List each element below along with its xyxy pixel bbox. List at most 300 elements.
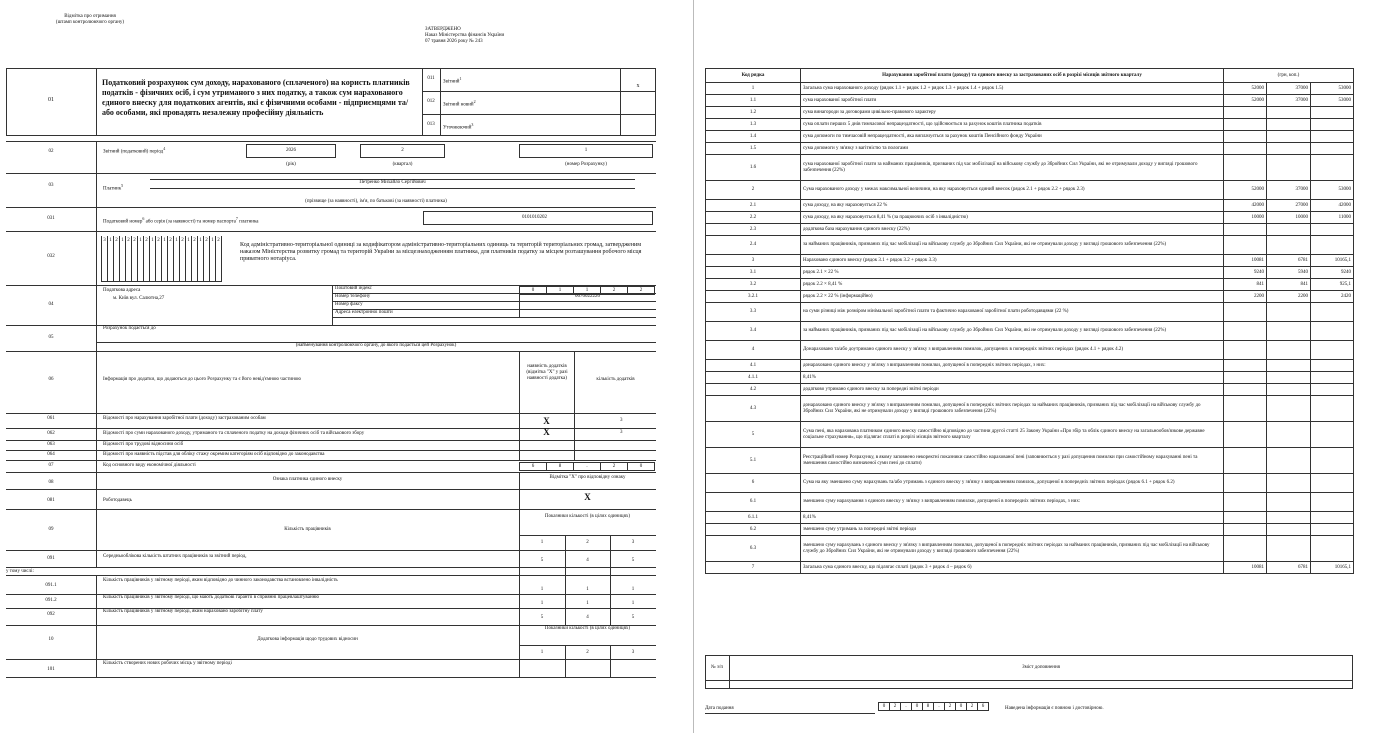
annex-062-mark[interactable]: X xyxy=(543,427,550,437)
page-divider xyxy=(693,0,694,733)
row-label: зменшено суму утримань за попередні звітні періоди xyxy=(801,524,1224,536)
row-value-month-1[interactable]: 841 xyxy=(1224,279,1267,291)
table-row xyxy=(706,384,1354,396)
row-code: 5.1 xyxy=(706,448,801,474)
row-label: Реєстраційний номер Розрахунку, в якому заповнено некоректні показники самостійно нарахованої пені (заповнюється у разі допущення помилки при самостійному нарахуванні пені та зменшення самостійно визначеної суми пені до сплати) xyxy=(801,448,1224,474)
extra-label: Додаткова інформація щодо трудових відносин xyxy=(257,637,358,642)
katottg-code: 032 xyxy=(47,254,55,259)
row-value-month-2[interactable] xyxy=(1267,224,1311,236)
date-digit[interactable]: 0 xyxy=(911,702,923,711)
workers-col: Показники кількості (в цілих одиницях) xyxy=(544,514,631,519)
submitted-label: Розрахунок подається до xyxy=(103,326,156,331)
table-row xyxy=(706,341,1354,360)
table-row xyxy=(706,83,1354,95)
row-value-month-2[interactable] xyxy=(1267,143,1311,155)
row-value-month-2[interactable] xyxy=(1267,322,1311,341)
workers-month-2: 2 xyxy=(586,540,589,545)
postal-digit[interactable]: 1 xyxy=(546,286,574,295)
stamp-line1: Відмітка про отримання xyxy=(64,14,116,19)
row-value-month-1[interactable]: 52000 xyxy=(1224,95,1267,107)
email-label: Адреса електронної пошти xyxy=(335,310,393,315)
period-number[interactable]: 1 xyxy=(519,144,653,158)
row-label: сума оплати перших 5 днів тимчасової непрацездатності, що здійснюється за рахунок коштів платника податків xyxy=(801,119,1224,131)
row-value-month-3[interactable]: 2420 xyxy=(1311,291,1354,303)
workers-of-which: у тому числі: xyxy=(6,569,34,574)
row-value-month-3[interactable] xyxy=(1311,524,1354,536)
annex-062-label: Відомості про суми нарахованого доходу, утриманого та сплаченого податку на доходи фізичних осіб та військового збору xyxy=(103,431,365,436)
workers-0911-v2[interactable]: 1 xyxy=(586,587,589,592)
postal-digit[interactable]: 2 xyxy=(627,286,655,295)
row-value-month-2[interactable] xyxy=(1267,396,1311,422)
kved-label: Код основного виду економічної діяльності xyxy=(103,463,196,468)
period-code: 02 xyxy=(48,149,54,154)
postal-digit[interactable]: 0 xyxy=(519,286,547,295)
row-value-month-2[interactable] xyxy=(1267,422,1311,448)
workers-0911-v1[interactable]: 1 xyxy=(540,587,544,592)
katottg-digit[interactable]: 2 xyxy=(125,236,132,282)
row-value-month-1[interactable]: 52000 xyxy=(1224,181,1267,200)
row-value-month-1[interactable]: 10000 xyxy=(1224,212,1267,224)
row-value-month-3[interactable] xyxy=(1311,422,1354,448)
table-row xyxy=(706,474,1354,493)
row-label: сума допомоги у зв'язку з вагітністю та пологами xyxy=(801,143,1224,155)
submitted-code: 05 xyxy=(48,335,54,340)
table-row xyxy=(706,107,1354,119)
annex-062-count[interactable]: 3 xyxy=(620,430,623,435)
workers-code: 09 xyxy=(48,527,54,532)
table-row xyxy=(706,200,1354,212)
row-value-month-3[interactable] xyxy=(1311,396,1354,422)
row-value-month-3[interactable]: 10165,1 xyxy=(1311,255,1354,267)
row-code: 1.4 xyxy=(706,131,801,143)
table-row xyxy=(706,372,1354,384)
row-value-month-2[interactable] xyxy=(1267,236,1311,255)
table-row xyxy=(706,360,1354,372)
fax-label: Номер факсу xyxy=(335,302,363,307)
annex-063-code: 063 xyxy=(47,442,55,447)
row-label: рядок 2.2 × 22 % (інформаційно) xyxy=(801,291,1224,303)
row-value-month-3[interactable] xyxy=(1311,474,1354,493)
workers-092-v2[interactable]: 4 xyxy=(586,615,589,620)
row-value-month-2[interactable] xyxy=(1267,536,1311,562)
table-row xyxy=(706,143,1354,155)
type-code-012: 012 xyxy=(427,99,435,104)
kved-digit[interactable]: 0 xyxy=(627,462,655,471)
row-code: 1 xyxy=(706,83,801,95)
row-value-month-2[interactable] xyxy=(1267,372,1311,384)
date-digit[interactable]: 6 xyxy=(977,702,989,711)
workers-0911-v3[interactable]: 1 xyxy=(631,587,635,592)
table-row xyxy=(706,119,1354,131)
katottg-digit[interactable]: 1 xyxy=(119,236,126,282)
katottg-digit[interactable]: 2 xyxy=(143,236,150,282)
row-code: 5 xyxy=(706,422,801,448)
row-value-month-2[interactable]: 6781 xyxy=(1267,562,1311,574)
annex-061-code: 061 xyxy=(47,416,55,421)
row-value-month-1[interactable] xyxy=(1224,493,1267,512)
row-value-month-1[interactable] xyxy=(1224,107,1267,119)
row-label: Донараховано та/або доутримано єдиного внеску у зв'язку з виправленням помилок, допущених в попередніх звітних періодах (рядок 4.1 + рядок 4.2) xyxy=(801,341,1224,360)
row-label: додатково утримано єдиного внеску за попередні звітні періоди xyxy=(801,384,1224,396)
table-row xyxy=(706,448,1354,474)
row-value-month-2[interactable] xyxy=(1267,155,1311,181)
table-row xyxy=(706,562,1354,574)
row-code: 3.2 xyxy=(706,279,801,291)
date-digit[interactable]: 0 xyxy=(878,702,890,711)
row-value-month-3[interactable] xyxy=(1311,224,1354,236)
type-label-011: Звітний$^1$ xyxy=(443,76,462,85)
row-code: 1.1 xyxy=(706,95,801,107)
workers-092-v3[interactable]: 5 xyxy=(631,615,635,620)
type-code-013: 013 xyxy=(427,122,435,127)
number-caption: (номер Розрахунку) xyxy=(565,162,607,167)
row-value-month-2[interactable]: 6781 xyxy=(1267,255,1311,267)
katottg-digit[interactable]: 1 xyxy=(185,236,192,282)
row-value-month-1[interactable]: 10081 xyxy=(1224,255,1267,267)
date-digit[interactable]: 0 xyxy=(955,702,967,711)
row-value-month-2[interactable] xyxy=(1267,131,1311,143)
row-code: 4.2 xyxy=(706,384,801,396)
row-value-month-2[interactable]: 10000 xyxy=(1267,212,1311,224)
phone-value[interactable]: 0670022220 xyxy=(575,294,600,299)
row-value-month-1[interactable] xyxy=(1224,384,1267,396)
row-value-month-3[interactable] xyxy=(1311,131,1354,143)
row-label: донараховано єдиного внеску у зв'язку з виправленням помилки, допущеної в попередніх звітних періодах за найманих працівників, призваних під час мобілізації на військову службу до Збройних Сил України, які не отримували доходу у вигляді грошового забезпечення (22%) xyxy=(801,396,1224,422)
table-row xyxy=(706,255,1354,267)
tax-number-code: 031 xyxy=(47,216,55,221)
workers-0911-label: Кількість працівників у звітному періоді, яким відповідно до чинного законодавства встановлено інвалідність xyxy=(103,578,338,583)
row-value-month-2[interactable]: 37000 xyxy=(1267,181,1311,200)
row-code: 1.6 xyxy=(706,155,801,181)
row-value-month-1[interactable] xyxy=(1224,360,1267,372)
kved-digits[interactable] xyxy=(519,462,656,471)
row-value-month-3[interactable] xyxy=(1311,360,1354,372)
annex-061-count[interactable]: 3 xyxy=(620,418,623,423)
date-digit[interactable]: 2 xyxy=(944,702,956,711)
row-value-month-2[interactable] xyxy=(1267,448,1311,474)
row-value-month-1[interactable] xyxy=(1224,372,1267,384)
row-code: 2.1 xyxy=(706,200,801,212)
row-value-month-2[interactable]: 5940 xyxy=(1267,267,1311,279)
esv-label: Ознака платника єдиного внеску xyxy=(272,477,343,482)
katottg-digit[interactable]: 2 xyxy=(131,236,138,282)
workers-0912-code: 091.2 xyxy=(45,598,57,603)
row-label: сума нарахованої заробітної плати за найманих працівників, призваних під час мобілізації на військову службу до Збройних Сил України, які не отримували доходу у вигляді грошового забезпечення (22%) xyxy=(801,155,1224,181)
row-code: 6.1.1 xyxy=(706,512,801,524)
row-value-month-3[interactable]: 53000 xyxy=(1311,83,1354,95)
row-code: 6.3 xyxy=(706,536,801,562)
amendments-table xyxy=(705,655,1353,689)
date-label: Дата подання xyxy=(705,706,734,711)
row-code: 4.1 xyxy=(706,360,801,372)
submitted-caption: (найменування контролюючого органу, до якого подається цей Розрахунок) xyxy=(295,343,457,348)
date-digit[interactable]: . xyxy=(900,702,912,711)
row-value-month-1[interactable]: 52000 xyxy=(1224,83,1267,95)
row-value-month-2[interactable] xyxy=(1267,512,1311,524)
row-value-month-2[interactable]: 841 xyxy=(1267,279,1311,291)
row-code: 2.4 xyxy=(706,236,801,255)
row-code: 2.3 xyxy=(706,224,801,236)
annex-063-label: Відомості про трудові відносини осіб xyxy=(103,442,184,447)
katottg-digit[interactable]: 2 xyxy=(191,236,198,282)
row-code: 1.3 xyxy=(706,119,801,131)
address-code: 04 xyxy=(48,302,54,307)
row-value-month-2[interactable] xyxy=(1267,474,1311,493)
row-label: донараховано єдиного внеску у зв'язку з виправленням помилки, допущеної в попередніх звітних періодах, з них: xyxy=(801,360,1224,372)
row-value-month-3[interactable]: 42000 xyxy=(1311,200,1354,212)
row-value-month-3[interactable] xyxy=(1311,448,1354,474)
workers-091-v3[interactable]: 5 xyxy=(631,558,635,563)
annex-061-label: Відомості про нарахування заробітної плати (доходу) застрахованим особам xyxy=(103,416,266,421)
year-caption: (рік) xyxy=(286,162,296,167)
row-value-month-3[interactable] xyxy=(1311,119,1354,131)
postal-label: Поштовий індекс xyxy=(335,286,372,291)
row-label: сума доходу, на яку нараховується 8,41 % (за працюючих осіб з інвалідністю) xyxy=(801,212,1224,224)
katottg-digit[interactable]: 1 xyxy=(161,236,168,282)
table-row xyxy=(706,536,1354,562)
row-value-month-1[interactable] xyxy=(1224,224,1267,236)
employer-label: Роботодавець xyxy=(103,498,132,503)
row-value-month-2[interactable]: 2200 xyxy=(1267,291,1311,303)
row-value-month-3[interactable] xyxy=(1311,107,1354,119)
row-value-month-3[interactable] xyxy=(1311,236,1354,255)
postal-digits[interactable] xyxy=(519,286,656,295)
postal-digit[interactable]: 1 xyxy=(573,286,601,295)
row-value-month-1[interactable] xyxy=(1224,236,1267,255)
katottg-digit[interactable]: 1 xyxy=(137,236,144,282)
row-value-month-1[interactable] xyxy=(1224,524,1267,536)
table-row xyxy=(706,155,1354,181)
workers-0912-v2[interactable]: 1 xyxy=(586,601,589,606)
stamp-line2: (штамп контролюючого органу) xyxy=(55,20,125,25)
form-title: Податковий розрахунок сум доходу, нарахованого (сплаченого) на користь платників податків - фізичних осіб, і сум утриманого з них податку, а також сум нарахованого єдиного внеску для податкових агентів, які є фізичними особами - підприємцями та/або особами, які провадять незалежну професійну діяльність xyxy=(102,78,410,117)
row-code: 6.1 xyxy=(706,493,801,512)
katottg-digit[interactable]: 1 xyxy=(209,236,216,282)
katottg-digit[interactable]: 2 xyxy=(179,236,186,282)
row-label: за найманих працівників, призваних під час мобілізації на військову службу до Збройних Сил України, які не отримували доходу у вигляді грошового забезпечення (22%) xyxy=(801,236,1224,255)
row-code: 4.1.1 xyxy=(706,372,801,384)
katottg-digit[interactable]: 1 xyxy=(107,236,114,282)
row-value-month-1[interactable] xyxy=(1224,474,1267,493)
workers-label: Кількість працівників xyxy=(284,527,331,532)
workers-092-label: Кількість працівників у звітному періоді, яким нараховано заробітну плату xyxy=(103,609,263,614)
row-value-month-3[interactable] xyxy=(1311,322,1354,341)
workers-091-v2[interactable]: 4 xyxy=(586,558,589,563)
annexes-label: Інформація про додатки, що додаються до цього Розрахунку та є його невід'ємною частиною xyxy=(103,377,302,382)
row-value-month-3[interactable] xyxy=(1311,155,1354,181)
type-code-011: 011 xyxy=(427,76,435,81)
row-label: додаткова база нарахування єдиного внеску (22%) xyxy=(801,224,1224,236)
date-digit[interactable]: 2 xyxy=(966,702,978,711)
table-row xyxy=(706,322,1354,341)
row-value-month-1[interactable] xyxy=(1224,422,1267,448)
row-value-month-1[interactable]: 10081 xyxy=(1224,562,1267,574)
address-value[interactable]: м. Київ вул. Салютна,27 xyxy=(113,296,165,301)
type-mark-011[interactable]: x xyxy=(636,83,640,89)
row-label: Загальна сума єдиного внеску, що підлягає сплаті (рядок 3 + рядок 4 – рядок 6) xyxy=(801,562,1224,574)
address-label: Податкова адреса xyxy=(103,288,141,293)
row-value-month-2[interactable] xyxy=(1267,384,1311,396)
row-code: 1.5 xyxy=(706,143,801,155)
table-row xyxy=(706,181,1354,200)
row-value-month-1[interactable] xyxy=(1224,119,1267,131)
katottg-digit[interactable]: 3 xyxy=(101,236,108,282)
row-code: 2 xyxy=(706,181,801,200)
payer-caption: (прізвище (за наявності), ім'я, по батькові (за наявності) платника) xyxy=(305,199,447,204)
row-value-month-2[interactable] xyxy=(1267,524,1311,536)
row-value-month-2[interactable]: 27000 xyxy=(1267,200,1311,212)
row-label: сума нарахованої заробітної плати xyxy=(801,95,1224,107)
row-value-month-1[interactable] xyxy=(1224,322,1267,341)
row-value-month-1[interactable] xyxy=(1224,155,1267,181)
date-digit[interactable]: 8 xyxy=(922,702,934,711)
extra-code: 10 xyxy=(48,637,54,642)
row-value-month-1[interactable] xyxy=(1224,131,1267,143)
statement: Наведена інформація є повною і достовірною. xyxy=(1005,706,1104,711)
workers-0912-v1[interactable]: 1 xyxy=(540,601,544,606)
payer-label: Платник$^5$ xyxy=(103,183,124,192)
row-value-month-2[interactable] xyxy=(1267,119,1311,131)
approved-by: Наказ Міністерства фінансів України xyxy=(425,33,505,38)
date-digit[interactable]: 2 xyxy=(889,702,901,711)
row-code: 3.2.1 xyxy=(706,291,801,303)
table-row xyxy=(706,212,1354,224)
esv-col: Відмітка "Х" про відповідну ознаку xyxy=(549,475,626,480)
workers-0912-label: Кількість працівників у звітному періоді, що мають додаткові гарантії в сприянні працевлаштуванню xyxy=(103,595,320,600)
row-label: зменшено суму нарахувань з єдиного внеску у зв'язку з виправленням помилки, допущеної в попередніх звітних періодах за найманих працівників, призваних під час мобілізації на військову службу до Збройних Сил України, які не отримували доходу у вигляді грошового забезпечення (22%) xyxy=(801,536,1224,562)
row-value-month-3[interactable]: 53000 xyxy=(1311,95,1354,107)
amendments-col-content: Зміст доповнення xyxy=(1022,665,1060,670)
workers-091-label: Середньооблікова кількість штатних працівників за звітний період, xyxy=(103,554,247,559)
row-value-month-2[interactable] xyxy=(1267,341,1311,360)
date-digits[interactable] xyxy=(878,702,988,711)
row-value-month-3[interactable] xyxy=(1311,536,1354,562)
row-label: Сума пені, яка нарахована платником єдиного внеску самостійно відповідно до частини другої статті 25 Закону України «Про збір та облік єдиного внеску на загальнообов'язкове державне соціальне страхування», що підлягає сплаті в розрізі місяців звітного кварталу xyxy=(801,422,1224,448)
workers-0911-code: 091.1 xyxy=(45,583,57,588)
row-label: рядок 2.1 × 22 % xyxy=(801,267,1224,279)
annex-064-label: Відомості про наявність підстав для обліку стажу окремим категоріям осіб відповідно до законодавства xyxy=(103,452,325,457)
row-value-month-2[interactable] xyxy=(1267,360,1311,372)
row-value-month-3[interactable]: 53000 xyxy=(1311,181,1354,200)
row-value-month-1[interactable] xyxy=(1224,143,1267,155)
date-digit[interactable]: . xyxy=(933,702,945,711)
katottg-digit[interactable]: 2 xyxy=(215,236,222,282)
period-year[interactable]: 2026 xyxy=(246,144,336,158)
annex-064-code: 064 xyxy=(47,452,55,457)
row-label: зменшено суму нарахування з єдиного внеску у зв'язку з виправленням помилки, допущеної в попередніх звітних періодах, з них: xyxy=(801,493,1224,512)
row-value-month-2[interactable] xyxy=(1267,303,1311,322)
postal-digit[interactable]: 2 xyxy=(600,286,628,295)
katottg-digit[interactable]: 2 xyxy=(203,236,210,282)
extra-101-code: 101 xyxy=(47,667,55,672)
table-row xyxy=(706,303,1354,322)
table-row xyxy=(706,95,1354,107)
row-value-month-3[interactable] xyxy=(1311,384,1354,396)
workers-091-v1[interactable]: 5 xyxy=(540,558,544,563)
katottg-digit[interactable]: 1 xyxy=(197,236,204,282)
row-value-month-1[interactable] xyxy=(1224,536,1267,562)
row-value-month-3[interactable] xyxy=(1311,143,1354,155)
row-value-month-1[interactable] xyxy=(1224,448,1267,474)
table-row xyxy=(706,291,1354,303)
row-value-month-1[interactable] xyxy=(1224,303,1267,322)
table-row xyxy=(706,236,1354,255)
row-value-month-1[interactable] xyxy=(1224,512,1267,524)
row-value-month-2[interactable] xyxy=(1267,107,1311,119)
row-value-month-3[interactable] xyxy=(1311,303,1354,322)
row-label: 8,41% xyxy=(801,372,1224,384)
katottg-digit[interactable]: 2 xyxy=(113,236,120,282)
row-value-month-3[interactable]: 10165,1 xyxy=(1311,562,1354,574)
kved-digit[interactable]: . xyxy=(573,462,601,471)
row-label: Загальна сума нарахованого доходу (рядок 1.1 + рядок 1.2 + рядок 1.3 + рядок 1.4 + рядок 1.5) xyxy=(801,83,1224,95)
kved-digit[interactable]: 8 xyxy=(546,462,574,471)
row-code: 6 xyxy=(706,474,801,493)
row-value-month-3[interactable]: 11000 xyxy=(1311,212,1354,224)
row-code: 6.2 xyxy=(706,524,801,536)
extra-col: Показники кількості (в цілих одиницях) xyxy=(544,626,631,631)
extra-month-3: 3 xyxy=(631,650,635,655)
row-value-month-2[interactable] xyxy=(1267,493,1311,512)
tax-number-value[interactable]: 0101010202 xyxy=(423,211,653,225)
type-label-012: Звітний новий$^2$ xyxy=(443,99,476,108)
row-label: Нараховано єдиного внеску (рядок 3.1 + рядок 3.2 + рядок 3.3) xyxy=(801,255,1224,267)
quarter-caption: (квартал) xyxy=(392,162,413,167)
workers-092-v1[interactable]: 5 xyxy=(540,615,544,620)
amendments-col-no: № з/п xyxy=(710,665,724,670)
row-value-month-2[interactable]: 37000 xyxy=(1267,95,1311,107)
row-label: на суми різниці між розміром мінімальної заробітної плати та фактично нарахованої заробітної плати роботодавцями (22 %) xyxy=(801,303,1224,322)
row-value-month-3[interactable] xyxy=(1311,493,1354,512)
katottg-digit[interactable]: 1 xyxy=(173,236,180,282)
katottg-digit[interactable]: 2 xyxy=(155,236,162,282)
row-value-month-3[interactable]: 925,1 xyxy=(1311,279,1354,291)
workers-0912-v3[interactable]: 1 xyxy=(631,601,635,606)
katottg-digit[interactable]: 2 xyxy=(167,236,174,282)
employer-mark[interactable]: X xyxy=(584,492,591,502)
katottg-digit[interactable]: 1 xyxy=(149,236,156,282)
row-label: сума винагороди за договорами цивільно-правового характеру xyxy=(801,107,1224,119)
table-row xyxy=(706,224,1354,236)
table-row xyxy=(706,493,1354,512)
row-code: 3.4 xyxy=(706,322,801,341)
table-row xyxy=(706,524,1354,536)
row-value-month-1[interactable]: 2200 xyxy=(1224,291,1267,303)
kved-digit[interactable]: 2 xyxy=(600,462,628,471)
period-quarter[interactable]: 2 xyxy=(360,144,445,158)
annex-061-mark[interactable]: X xyxy=(543,416,550,426)
row-value-month-2[interactable]: 37000 xyxy=(1267,83,1311,95)
katottg-digits[interactable] xyxy=(101,236,235,282)
row-value-month-1[interactable] xyxy=(1224,341,1267,360)
row-value-month-3[interactable] xyxy=(1311,512,1354,524)
table-row xyxy=(706,396,1354,422)
row-value-month-1[interactable]: 9240 xyxy=(1224,267,1267,279)
row-label: Сума на яку зменшено суму нарахувань та/або утримань з єдиного внеску у зв'язку з виправленням помилок, допущеної в попередніх звітних періодах (рядок 6.1 + рядок 6.2) xyxy=(801,474,1224,493)
stamp-block xyxy=(40,14,140,26)
row-value-month-1[interactable] xyxy=(1224,396,1267,422)
row-value-month-3[interactable] xyxy=(1311,372,1354,384)
row-value-month-3[interactable]: 9240 xyxy=(1311,267,1354,279)
kved-digit[interactable]: 6 xyxy=(519,462,547,471)
payer-name[interactable]: Петренко Михайло Сергійович xyxy=(359,180,426,185)
table-row xyxy=(706,267,1354,279)
row-label: за найманих працівників, призваних під час мобілізації на військову службу до Збройних Сил України, які не отримували доходу у вигляді грошового забезпечення (22%) xyxy=(801,322,1224,341)
row-value-month-1[interactable]: 42000 xyxy=(1224,200,1267,212)
row-code: 1.2 xyxy=(706,107,801,119)
row-code: 3 xyxy=(706,255,801,267)
row-value-month-3[interactable] xyxy=(1311,341,1354,360)
